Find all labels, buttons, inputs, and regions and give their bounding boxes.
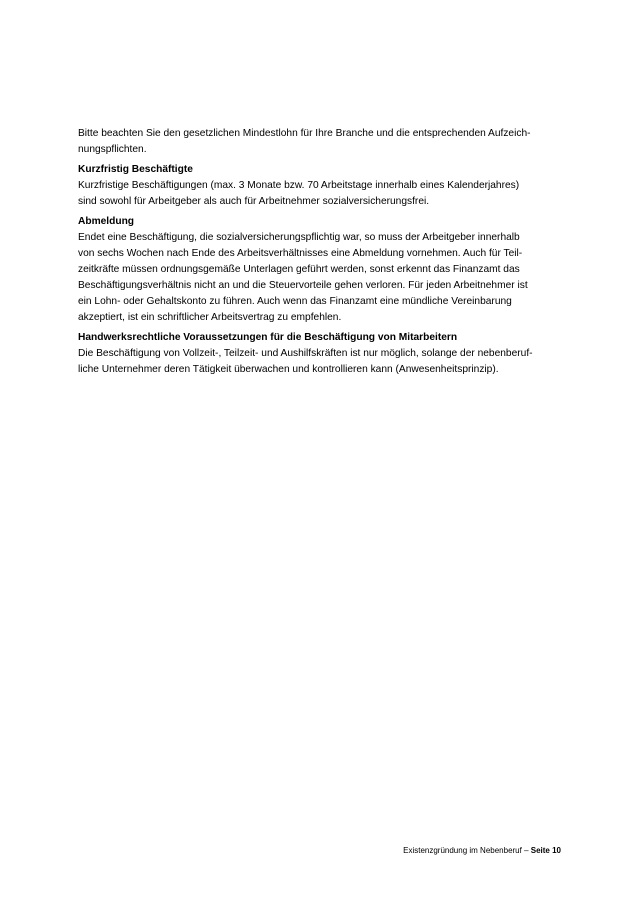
paragraph-line: Kurzfristige Beschäftigungen (max. 3 Monate bzw. 70 Arbeitstage innerhalb eines Kalenderjahres) xyxy=(78,180,520,191)
section-heading: Kurzfristig Beschäftigte xyxy=(78,164,193,175)
intro-paragraph xyxy=(78,126,563,158)
paragraph-line: zeitkräfte müssen ordnungsgemäße Unterlagen geführt werden, sonst erkennt das Finanzamt das xyxy=(78,264,520,275)
section-abmeldung xyxy=(78,214,563,326)
paragraph-line: Die Beschäftigung von Vollzeit-, Teilzeit- und Aushilfskräften ist nur möglich, solange der nebenberuf- xyxy=(78,348,533,359)
paragraph-line: ein Lohn- oder Gehaltskonto zu führen. Auch wenn das Finanzamt eine mündliche Vereinbarung xyxy=(78,296,512,307)
document-body xyxy=(78,126,563,378)
page-number: Seite 10 xyxy=(530,846,561,855)
paragraph-line: Beschäftigungsverhältnis nicht an und die Steuervorteile gehen verloren. Für jeden Arbeitnehmer ist xyxy=(78,280,528,291)
section-heading: Abmeldung xyxy=(78,216,135,227)
paragraph-line: akzeptiert, ist ein schriftlicher Arbeitsvertrag zu empfehlen. xyxy=(78,312,342,323)
section-kurzfristig-beschaeftigte xyxy=(78,162,563,210)
paragraph-line: liche Unternehmer deren Tätigkeit überwachen und kontrollieren kann (Anwesenheitsprinzip). xyxy=(78,364,499,375)
paragraph-line: sind sowohl für Arbeitgeber als auch für Arbeitnehmer sozialversicherungsfrei. xyxy=(78,196,430,207)
paragraph-line: von sechs Wochen nach Ende des Arbeitsverhältnisses eine Abmeldung vornehmen. Auch für Teil- xyxy=(78,248,523,259)
section-handwerksrecht xyxy=(78,330,563,378)
paragraph-line: Bitte beachten Sie den gesetzlichen Mindestlohn für Ihre Branche und die entsprechenden Aufzeich- xyxy=(78,128,531,139)
paragraph-line: nungspflichten. xyxy=(78,144,147,155)
footer-title: Existenzgründung im Nebenberuf – xyxy=(403,846,531,855)
page-footer xyxy=(403,846,561,856)
paragraph-line: Endet eine Beschäftigung, die sozialversicherungspflichtig war, so muss der Arbeitgeber innerhalb xyxy=(78,232,520,243)
section-heading: Handwerksrechtliche Voraussetzungen für die Beschäftigung von Mitarbeitern xyxy=(78,332,458,343)
